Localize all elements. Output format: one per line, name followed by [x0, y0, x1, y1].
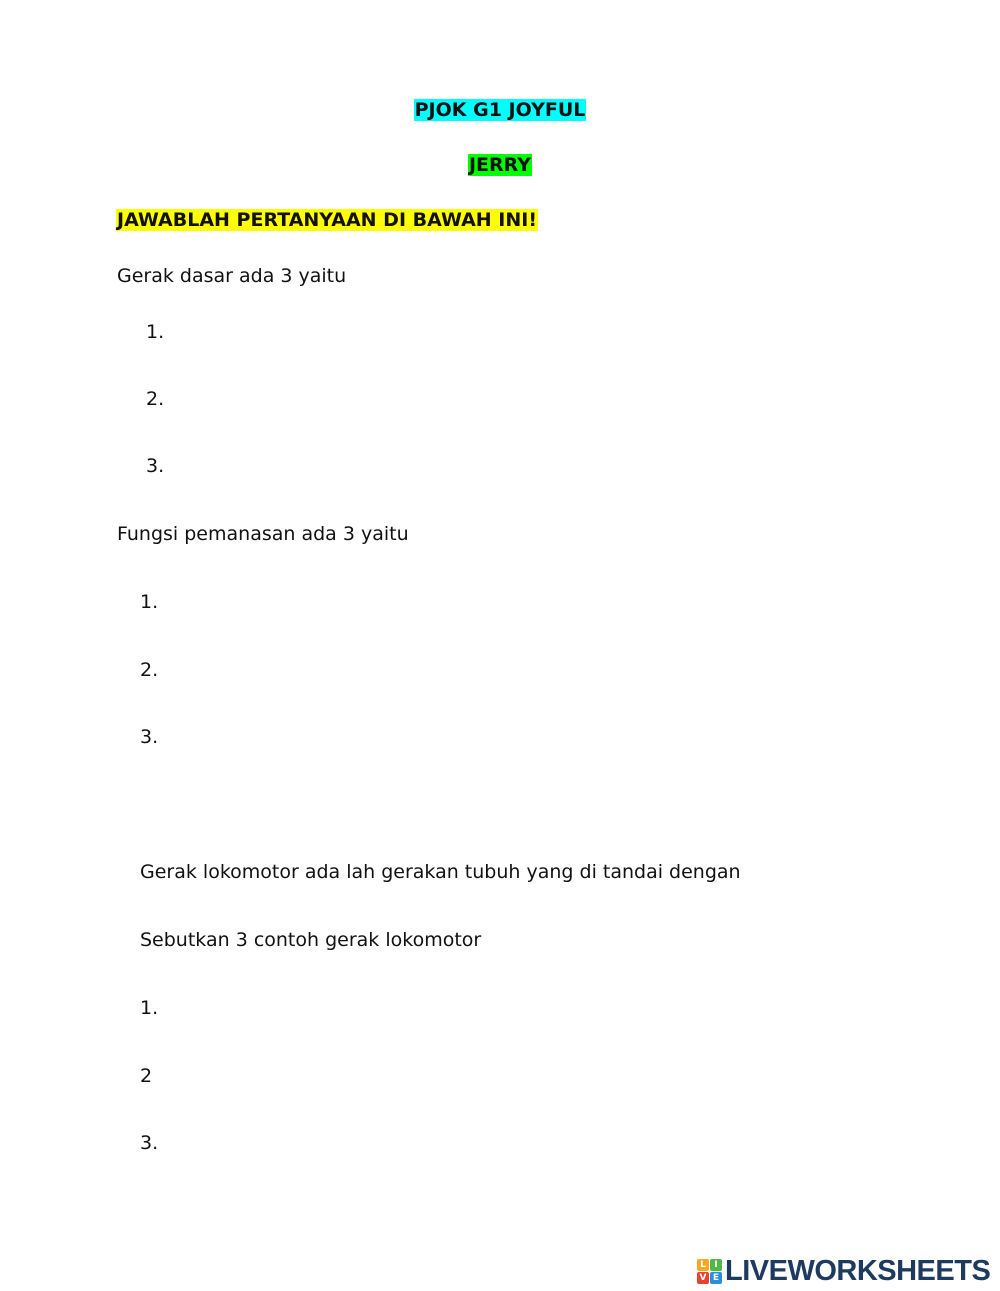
logo-cell-v: V — [697, 1272, 709, 1284]
title-row — [0, 94, 1000, 126]
logo-mark-icon — [697, 1259, 722, 1284]
instruction-row — [116, 204, 538, 236]
page-title: PJOK G1 JOYFUL — [414, 99, 586, 121]
list-item-number: 3. — [140, 1132, 159, 1154]
question-fungsi-pemanasan: Fungsi pemanasan ada 3 yaitu — [117, 523, 409, 545]
logo-cell-i: I — [710, 1259, 722, 1271]
list-item-number: 1. — [140, 591, 159, 613]
list-item-number: 1. — [140, 997, 159, 1019]
list-item-number: 2 — [140, 1065, 153, 1087]
list-item-number: 3. — [146, 455, 165, 477]
student-name: JERRY — [468, 154, 532, 176]
liveworksheets-logo — [697, 1256, 990, 1286]
list-item-number: 3. — [140, 726, 159, 748]
question-contoh-lokomotor: Sebutkan 3 contoh gerak lokomotor — [140, 929, 482, 951]
logo-cell-e: E — [710, 1272, 722, 1284]
logo-cell-l: L — [697, 1259, 709, 1271]
question-gerak-lokomotor: Gerak lokomotor ada lah gerakan tubuh yang di tandai dengan — [140, 861, 741, 883]
instruction-heading: JAWABLAH PERTANYAAN DI BAWAH INI! — [117, 209, 537, 231]
student-name-row — [0, 149, 1000, 181]
question-gerak-dasar: Gerak dasar ada 3 yaitu — [117, 265, 347, 287]
list-item-number: 2. — [146, 388, 165, 410]
list-item-number: 2. — [140, 659, 159, 681]
list-item-number: 1. — [146, 321, 165, 343]
logo-wordmark: LIVEWORKSHEETS — [725, 1254, 991, 1287]
